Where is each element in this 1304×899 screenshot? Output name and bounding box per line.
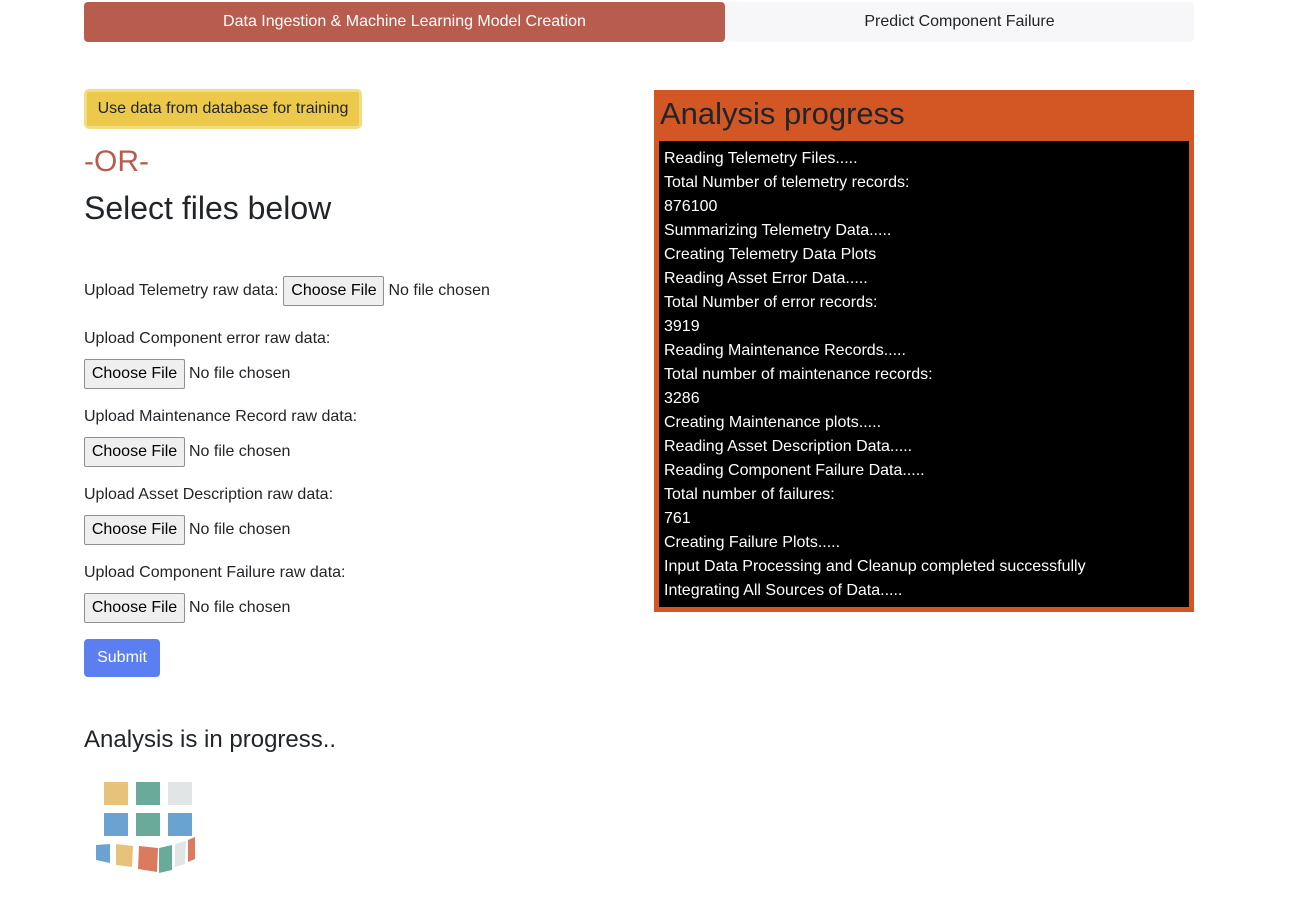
analysis-log	[659, 141, 1189, 607]
or-separator: -OR-	[84, 145, 149, 178]
log-line: Creating Failure Plots.....	[664, 534, 841, 551]
component-error-choose-file-button[interactable]: Choose File	[84, 359, 185, 389]
log-line: 761	[664, 510, 691, 527]
upload-component-error-label: Upload Component error raw data:	[84, 330, 331, 347]
analysis-status-text: Analysis is in progress..	[84, 726, 337, 753]
component-failure-file-status: No file chosen	[189, 599, 291, 616]
upload-telemetry-label: Upload Telemetry raw data:	[84, 282, 279, 299]
main-tabs	[84, 2, 1194, 42]
log-line: Reading Telemetry Files.....	[664, 150, 858, 167]
upload-component-failure-label: Upload Component Failure raw data:	[84, 564, 346, 581]
log-line: Summarizing Telemetry Data.....	[664, 222, 892, 239]
log-line: Reading Maintenance Records.....	[664, 342, 906, 359]
upload-component-error-row	[84, 359, 290, 389]
select-files-heading: Select files below	[84, 190, 332, 226]
log-line: 3286	[664, 390, 700, 407]
log-line: 3919	[664, 318, 700, 335]
telemetry-file-status: No file chosen	[388, 282, 490, 299]
log-line: Creating Maintenance plots.....	[664, 414, 882, 431]
upload-maintenance-label: Upload Maintenance Record raw data:	[84, 408, 358, 425]
component-error-file-status: No file chosen	[189, 365, 291, 382]
upload-asset-description-label: Upload Asset Description raw data:	[84, 486, 334, 503]
log-line: Integrating All Sources of Data.....	[664, 582, 903, 599]
asset-description-file-status: No file chosen	[189, 521, 291, 538]
log-line: Reading Asset Description Data.....	[664, 438, 913, 455]
log-line: 876100	[664, 198, 718, 215]
log-line: Input Data Processing and Cleanup completed successfully	[664, 558, 1086, 575]
analysis-progress-panel	[654, 90, 1194, 612]
component-failure-choose-file-button[interactable]: Choose File	[84, 593, 185, 623]
tab-data-ingestion[interactable]: Data Ingestion & Machine Learning Model Creation	[84, 2, 725, 42]
log-line: Total number of failures:	[664, 486, 835, 503]
asset-description-choose-file-button[interactable]: Choose File	[84, 515, 185, 545]
upload-maintenance-row	[84, 437, 290, 467]
analysis-progress-title: Analysis progress	[660, 96, 905, 131]
loading-blocks-icon	[96, 780, 196, 876]
log-line: Total Number of telemetry records:	[664, 174, 910, 191]
use-database-button[interactable]: Use data from database for training	[84, 89, 362, 129]
upload-telemetry-row	[84, 276, 490, 306]
log-line: Reading Component Failure Data.....	[664, 462, 925, 479]
upload-component-failure-row	[84, 593, 290, 623]
log-line: Creating Telemetry Data Plots	[664, 246, 877, 263]
log-line: Total number of maintenance records:	[664, 366, 933, 383]
submit-button[interactable]: Submit	[84, 639, 160, 677]
maintenance-file-status: No file chosen	[189, 443, 291, 460]
tab-predict-failure[interactable]: Predict Component Failure	[725, 2, 1194, 42]
log-line: Total Number of error records:	[664, 294, 878, 311]
telemetry-choose-file-button[interactable]: Choose File	[283, 276, 384, 306]
upload-asset-description-row	[84, 515, 290, 545]
log-line: Reading Asset Error Data.....	[664, 270, 868, 287]
maintenance-choose-file-button[interactable]: Choose File	[84, 437, 185, 467]
